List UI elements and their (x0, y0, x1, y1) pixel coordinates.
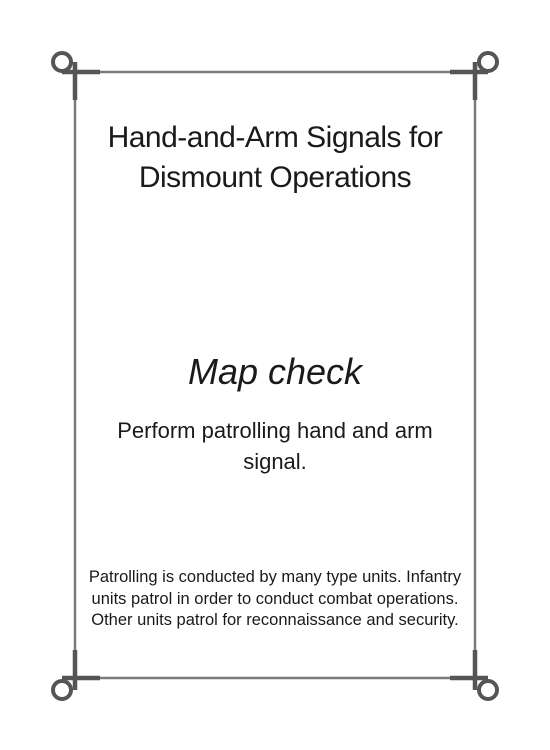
corner-ring-top-left (53, 53, 71, 71)
corner-ring-bottom-left (53, 681, 71, 699)
card-title: Hand-and-Arm Signals for Dismount Operations (107, 121, 443, 194)
signal-description: Patrolling is conducted by many type units. Infantry units patrol in order to conduct combat operations. Other units patrol for reconnaissance and security. (88, 568, 462, 629)
signal-name: Map check (187, 351, 363, 392)
signal-instruction: Perform patrolling hand and arm signal. (117, 418, 433, 474)
corner-ring-bottom-right (479, 681, 497, 699)
corner-ring-top-right (479, 53, 497, 71)
